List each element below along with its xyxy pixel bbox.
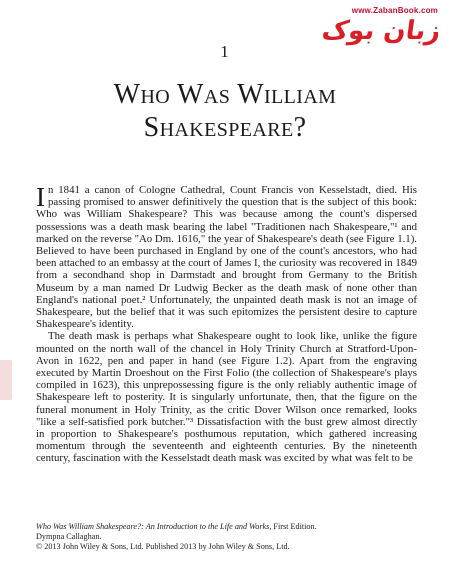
paragraph-1 bbox=[36, 184, 417, 330]
credits-book-title: Who Was William Shakespeare?: An Introduction to the Life and Works, bbox=[36, 522, 272, 531]
chapter-title-line1: Who Was William bbox=[113, 79, 337, 110]
chapter-number: 1 bbox=[220, 42, 230, 61]
credits-title-line bbox=[36, 522, 417, 532]
watermark-url: www.ZabanBook.com bbox=[351, 6, 438, 15]
credits-edition: First Edition. bbox=[271, 522, 317, 531]
chapter-title bbox=[60, 78, 390, 144]
paragraph-1-text: n 1841 a canon of Cologne Cathedral, Count Francis von Kesselstadt, died. His passing promised to answer definitively the question that is the subject of this book: Who was William Shakespeare? This was because among the count's dispersed possessions was a death mask bearing the label "Traditionen nach Shakespeare,"¹ and marked on the reverse "Ao Dm. 1616," the year of Shakespeare's death (see Figure 1.1). Believed to have been purchased in England by one of the count's ancestors, who had been attached to an embassy at the court of James I, the curiosity was recovered in 1849 from a secondhand shop in Darmstadt and brought from Germany to the British Museum by a man named Dr Ludwig Becker as the death mask of none other than England's national poet.² Unfortunately, the unpainted death mask is not an image of Shakespeare, but the belief that it was such epitomizes the persistent desire to capture Shakespeare's identity. bbox=[36, 184, 417, 331]
chapter-title-line2: Shakespeare? bbox=[143, 112, 307, 143]
credits-copyright: © 2013 John Wiley & Sons, Ltd. Published 2013 by John Wiley & Sons, Ltd. bbox=[36, 542, 290, 551]
body-text bbox=[36, 184, 417, 465]
paragraph-2: The death mask is perhaps what Shakespeare ought to look like, unlike the figure mounted on the north wall of the chancel in Holy Trinity Church at Stratford-Upon-Avon in 1622, pen and paper in hand (see Figure 1.2). Apart from the engraving executed by Martin Droeshout on the First Folio (the collection of Shakespeare's plays compiled in 1623), this unprepossessing figure is the only reliably authentic image of Shakespeare left to posterity. It is singularly unfortunate, then, that the figure on the funeral monument in Holy Trinity, as the critic Dover Wilson once remarked, looks "like a self-satisfied pork butcher."³ Dissatisfaction with the bust grew almost directly in proportion to Shakespeare's posthumous reputation, which gathered increasing momentum through the seventeenth and eighteenth centuries. By the nineteenth century, fascination with the Kesselstadt death mask was excited by what was felt to be bbox=[36, 330, 417, 465]
credits-author: Dympna Callaghan. bbox=[36, 532, 102, 541]
drop-cap: I bbox=[36, 182, 45, 212]
watermark-logo-text: زبان بوک bbox=[319, 16, 443, 46]
watermark-side-tab bbox=[0, 360, 12, 400]
book-credits bbox=[36, 522, 417, 552]
